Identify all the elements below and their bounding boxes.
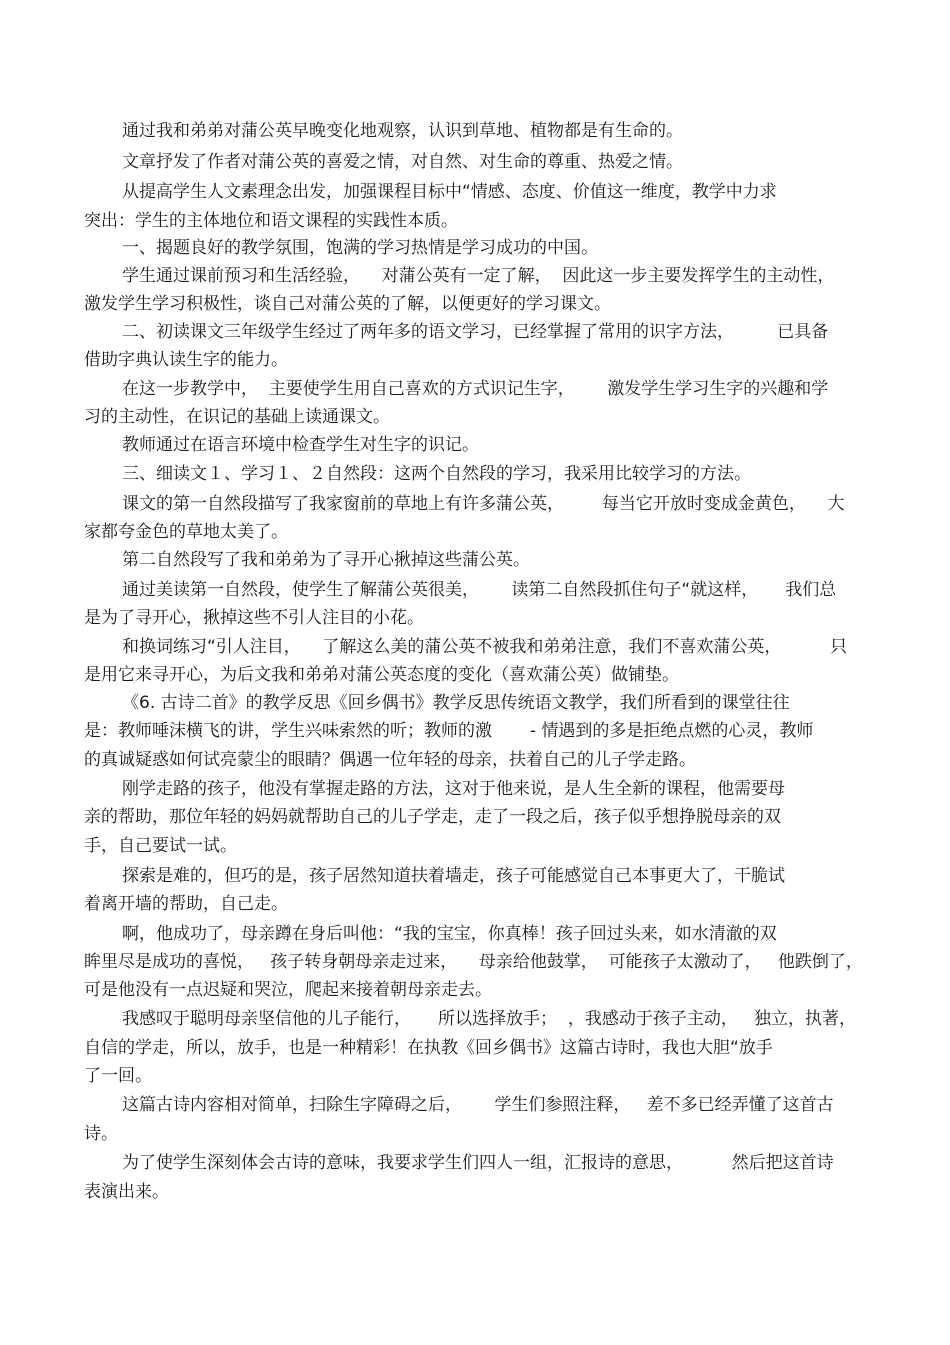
text-line: 眸里尽是成功的喜悦， 孩子转身朝母亲走过来， 母亲给他鼓掌， 可能孩子太激动了， 他跌倒了， (84, 952, 863, 972)
text-line: 文章抒发了作者对蒲公英的喜爱之情，对自然、对生命的尊重、热爱之情。 (122, 152, 683, 172)
text-line: 和换词练习“引人注目， 了解这么美的蒲公英不被我和弟弟注意，我们不喜欢蒲公英， 只 (122, 637, 848, 657)
text-line: 在这一步教学中， 主要使学生用自己喜欢的方式识记生字， 激发学生学习生字的兴趣和学 (122, 379, 829, 399)
text-line: 是用它来寻开心，为后文我和弟弟对蒲公英态度的变化（喜欢蒲公英）做铺垫。 (84, 665, 679, 685)
text-line: 二、初读课文三年级学生经过了两年多的语文学习，已经掌握了常用的识字方法， 已具备 (122, 322, 829, 342)
text-line: 通过我和弟弟对蒲公英早晚变化地观察，认识到草地、植物都是有生命的。 (122, 121, 683, 141)
text-line: 是为了寻开心，揪掉这些不引人注目的小花。 (84, 608, 424, 628)
text-line: 习的主动性，在识记的基础上读通课文。 (84, 407, 390, 427)
text-line: 诗。 (84, 1124, 118, 1144)
text-line: 亲的帮助，那位年轻的妈妈就帮助自己的儿子学走，走了一段之后，孩子似乎想挣脱母亲的双 (84, 807, 781, 827)
text-line: 通过美读第一自然段，使学生了解蒲公英很美， 读第二自然段抓住句子“就这样， 我们总 (122, 580, 837, 600)
text-line: 家都夸金色的草地太美了。 (84, 522, 288, 542)
text-line: 的真诚疑惑如何试亮蒙尘的眼睛？偶遇一位年轻的母亲，扶着自己的儿子学走路。 (84, 750, 696, 770)
text-line: 是：教师唾沫横飞的讲，学生兴味索然的听；教师的激 - 情遇到的多是拒绝点燃的心灵，教师 (84, 721, 814, 741)
text-line: 为了使学生深刻体会古诗的意味，我要求学生们四人一组，汇报诗的意思， 然后把这首诗 (122, 1153, 834, 1173)
text-line: 第二自然段写了我和弟弟为了寻开心揪掉这些蒲公英。 (122, 550, 530, 570)
text-line: 从提高学生人文素理念出发，加强课程目标中“情感、态度、价值这一维度，教学中力求 (122, 182, 777, 202)
text-line: 表演出来。 (84, 1182, 169, 1202)
text-line: 三、细读文１、学习１、２自然段：这两个自然段的学习，我采用比较学习的方法。 (122, 464, 751, 484)
text-line: 手，自己要试一试。 (84, 836, 237, 856)
text-line: 激发学生学习积极性，谈自己对蒲公英的了解，以便更好的学习课文。 (84, 294, 611, 314)
text-line: 借助字典认读生字的能力。 (84, 350, 288, 370)
text-line: 刚学走路的孩子，他没有掌握走路的方法，这对于他来说，是人生全新的课程，他需要母 (122, 779, 785, 799)
text-line: 教师通过在语言环境中检查学生对生字的识记。 (122, 435, 479, 455)
text-line: 《6. 古诗二首》的教学反思《回乡偶书》教学反思传统语文教学，我们所看到的课堂往往 (122, 693, 790, 713)
text-line: 啊，他成功了，母亲蹲在身后叫他：“我的宝宝，你真棒！孩子回过头来，如水清澈的双 (122, 924, 777, 944)
text-line: 着离开墙的帮助，自己走。 (84, 894, 288, 914)
text-line: 我感叹于聪明母亲坚信他的儿子能行， 所以选择放手； ，我感动于孩子主动， 独立，执著， (122, 1009, 857, 1029)
text-line: 了一回。 (84, 1066, 152, 1086)
text-line: 课文的第一自然段描写了我家窗前的草地上有许多蒲公英， 每当它开放时变成金黄色， 大 (122, 494, 845, 514)
text-line: 学生通过课前预习和生活经验， 对蒲公英有一定了解， 因此这一步主要发挥学生的主动性， (122, 266, 835, 286)
text-line: 自信的学走，所以，放手，也是一种精彩！在执教《回乡偶书》这篇古诗时，我也大胆“放手 (84, 1038, 773, 1058)
text-line: 一、揭题良好的教学氛围，饱满的学习热情是学习成功的中国。 (122, 238, 598, 258)
text-line: 突出：学生的主体地位和语文课程的实践性本质。 (84, 211, 458, 231)
text-line: 可是他没有一点迟疑和哭泣，爬起来接着朝母亲走去。 (84, 980, 492, 1000)
text-line: 探索是难的，但巧的是，孩子居然知道扶着墙走，孩子可能感觉自己本事更大了，干脆试 (122, 866, 785, 886)
text-line: 这篇古诗内容相对简单，扫除生字障碍之后， 学生们参照注释， 差不多已经弄懂了这首古 (122, 1095, 834, 1115)
